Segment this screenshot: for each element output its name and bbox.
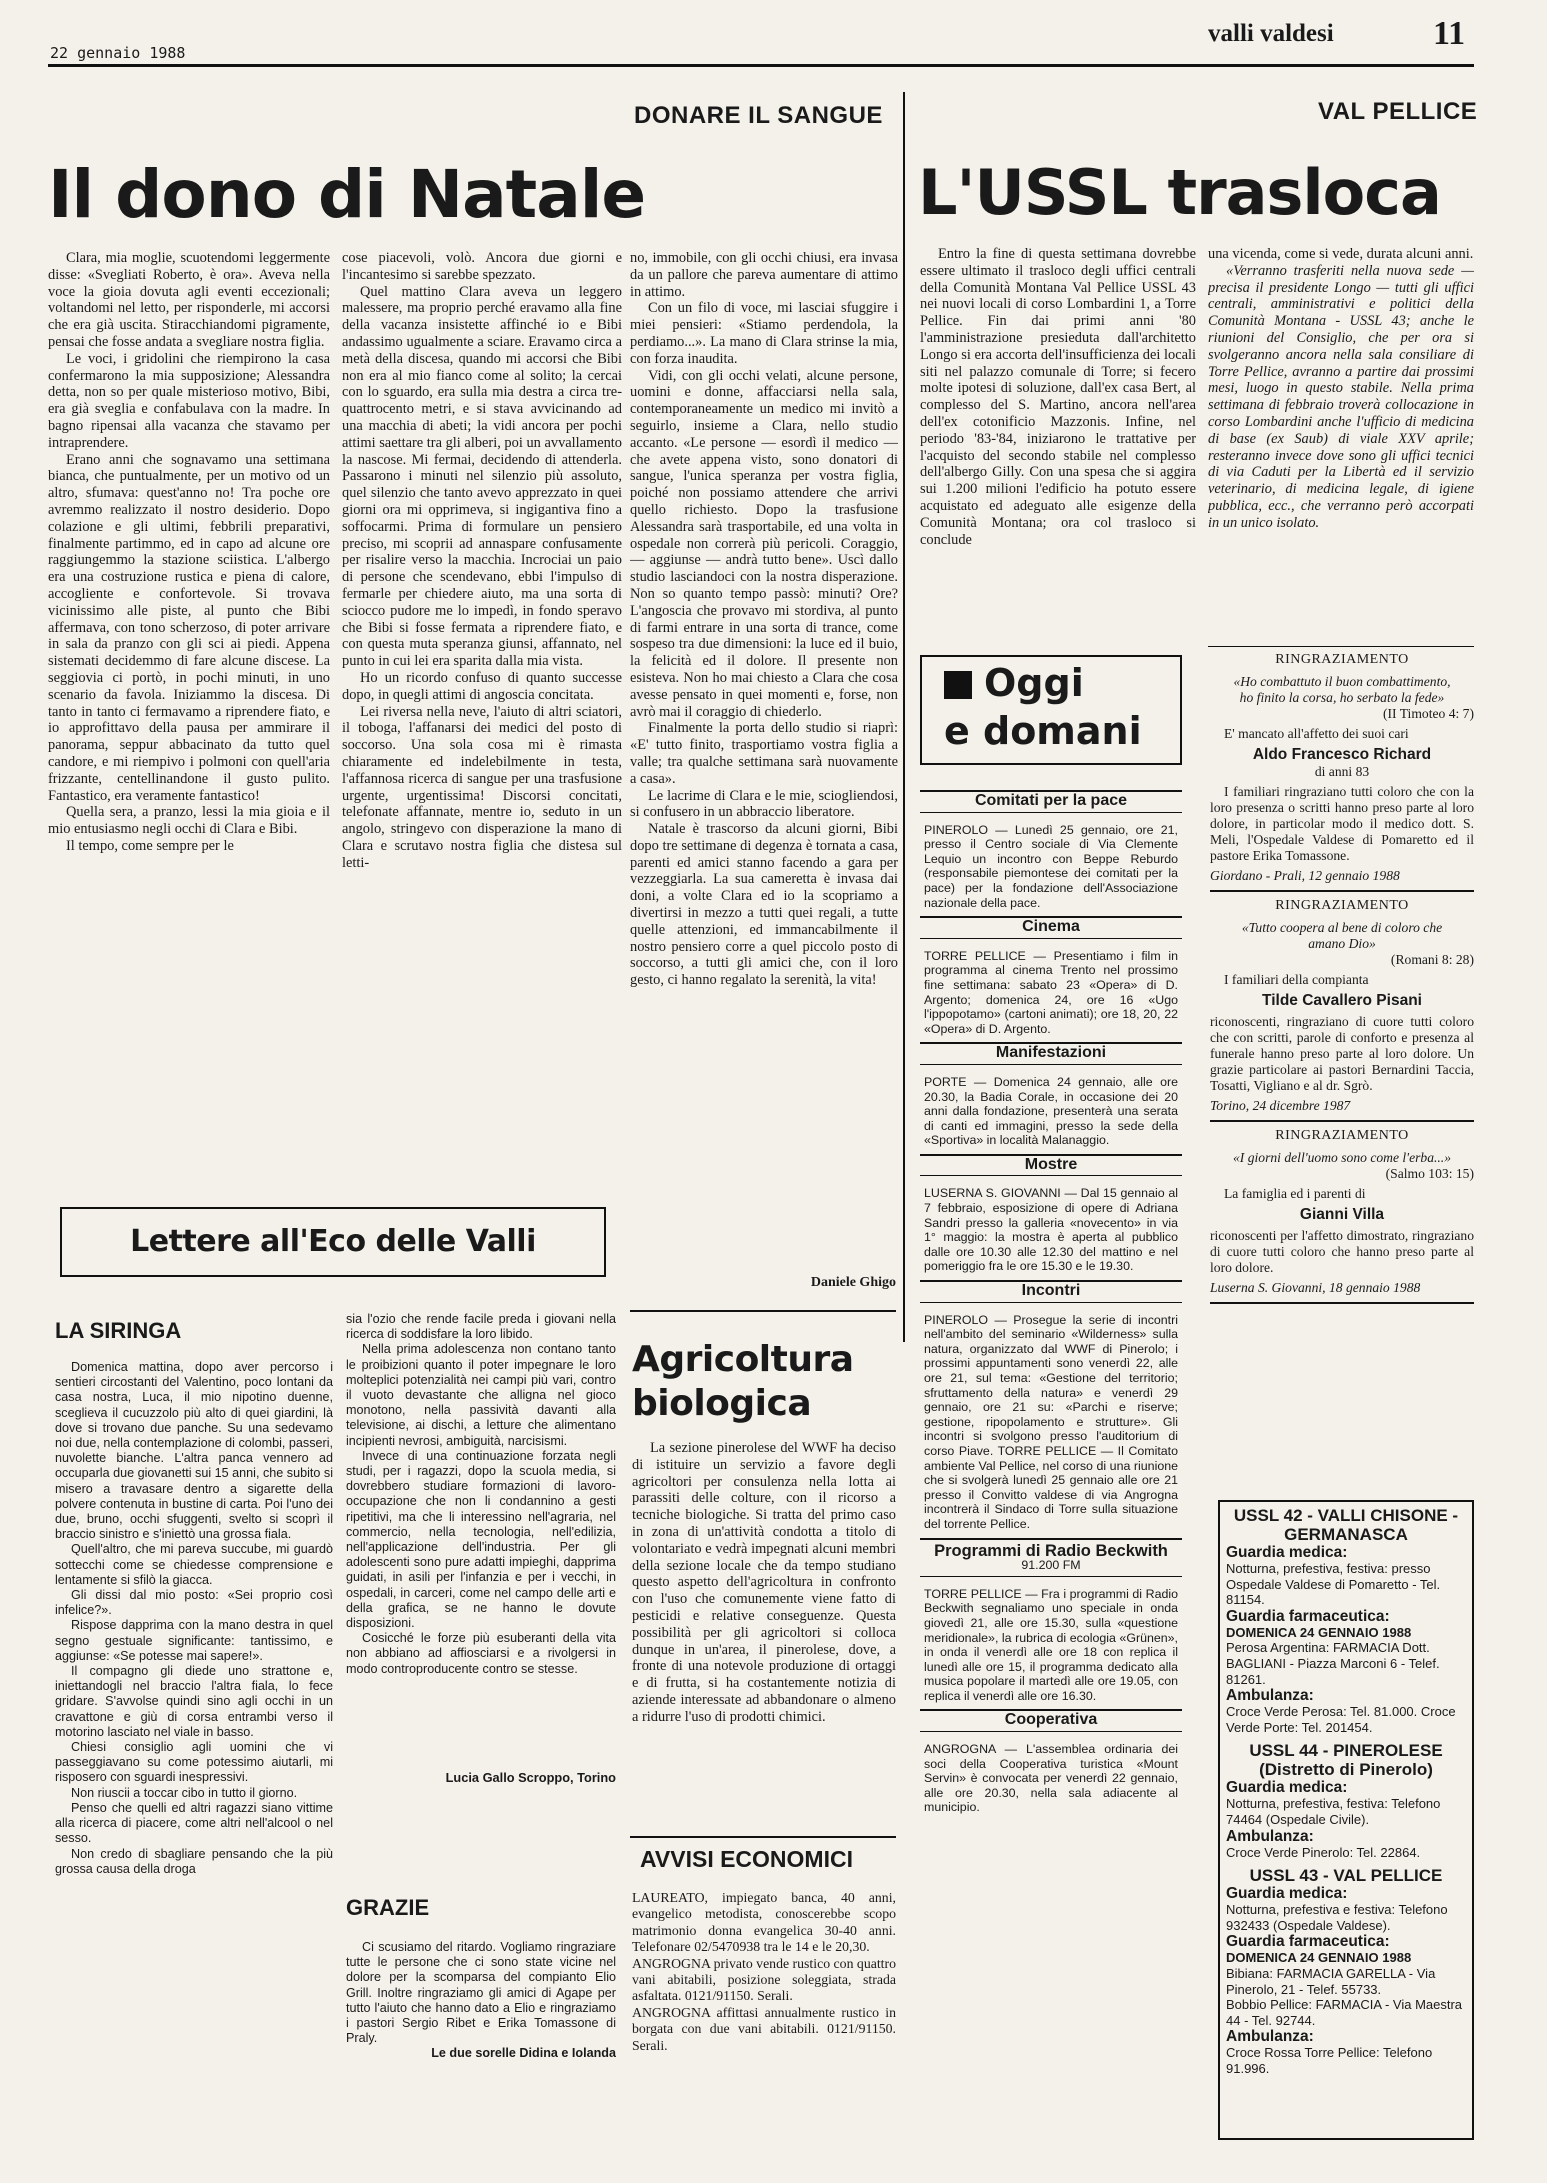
ussl44-title: USSL 44 - PINEROLESE (Distretto di Pinerolo) [1249, 1741, 1443, 1780]
entry-text: Bibiana: FARMACIA GARELLA - Via Pinerolo, 21 - Telef. 55733. [1226, 1965, 1436, 1997]
paragraph: Quel mattino Clara aveva un leggero malessere, ma proprio perché eravamo alla fine della vacanza insistette affinché io e Bibi andassimo ugualmente a sciare. Eravamo circa a metà della discesa, quando mi accorsi che Bibi non era al mio fianco come al solito; la cercai con lo sguardo, era sulla mia destra a circa tre-quattrocento metri, e si stava avvicinando ad una macchia di abeti; la vidi ancora per pochi attimi saettare tra gli alberi, poi un avvallamento la nascose. Mi fermai, decidendo di attenderla. Passarono i minuti nel silenzio più assoluto, quel silenzio che tanto avevo apprezzato in quei giorni ora mi opprimeva, si ingigantiva fino a soffocarmi. Prima di formulare un pensiero preciso, mi scoprii ad annaspare confusamente per risalire verso la macchia. Incrociai un paio di persone che scendevano, ebbi l'impulso di fermarle per chiedere aiuto, ma una sorta di sciocco pudore me lo impedì, in fondo speravo che Bibi si fosse fermata a riprendere fiato, e con questa muta speranza giunsi, affannato, nel punto in cui lei era sparita dalla mia vista. [342, 283, 622, 670]
obituary-ref: (Salmo 103: 15) [1385, 1166, 1474, 1181]
paragraph: no, immobile, con gli occhi chiusi, era invasa da un pallore che pareva aumentare di attimo in attimo. [630, 250, 898, 300]
entry-heading: Guardia medica: [1226, 1885, 1348, 1903]
obituary-text [1210, 780, 1474, 864]
classified-ad: LAUREATO, impiegato banca, 40 anni, evangelico metodista, conoscerebbe scopo matrimonio donna evangelica 30-40 anni. Telefonare 02/5470938 tra le 14 e le 20,30. [632, 1890, 896, 1955]
masthead: valli valdesi [1208, 20, 1334, 47]
divider [630, 1836, 896, 1838]
paragraph: cose piacevoli, volò. Ancora due giorni e l'incantesimo si sarebbe spezzato. [342, 250, 622, 283]
ussl43-entry [1226, 2028, 1466, 2076]
paragraph: Chiesi consiglio agli uomini che vi passeggiavano su come potessimo aiutarli, mi risposero con sguardi inespressivi. [55, 1740, 333, 1785]
paragraph: Domenica mattina, dopo aver percorso i sentieri circostanti del Valentino, poco lontani da casa nostra, Luca, il mio nipotino duenne, sceglieva il cucuzzolo più alto di quei giardini, là dove si trovano due panche. Su una sedevamo noi due, nella contemplazione di colombi, passeri, nuvolette bianche. L'altra panca vennero ad occuparla due giovanetti sui 15 anni, che subito si misero a travasare dentro a sigarette della polvere contenuta in bustine di carta. Poi l'uno dei due, bruno, occhi sfuggenti, svelto si scoprì il braccio sinistro e s'iniettò una grossa fiala. [55, 1360, 333, 1542]
divider [1208, 646, 1474, 647]
siringa-col2 [346, 1312, 616, 1762]
paragraph: Finalmente la porta dello studio si riaprì: «E' tutto finito, trasportiamo vostra figlia a valle; tra qualche settimana sarà nuovamente a casa». [630, 720, 898, 787]
divider [630, 1310, 896, 1312]
ussl43-title: USSL 43 - VAL PELLICE [1249, 1866, 1443, 1886]
obituary-name: Gianni Villa [1299, 1206, 1385, 1223]
obituary-place: Luserna S. Giovanni, 18 gennaio 1988 [1210, 1280, 1421, 1295]
obituary-ref: (Romani 8: 28) [1390, 952, 1474, 967]
classified-ad: ANGROGNA privato vende rustico con quattro vani abitabili, posizione soleggiata, strada asfaltata. 0121/91150. Serali. [632, 1955, 896, 2004]
event-text: TORRE PELLICE — Presentiamo i film in programma al cinema Trento nel prossimo fine settimana: sabato 23 «Opera» di D. Argento; domenica 24, ore 16 «Ugo l'ippopotamo» (cartoni animati); ore 18, 20, 22 «Opera» di D. Argento. [924, 948, 1178, 1036]
ussl42-title: USSL 42 - VALLI CHISONE - GERMANASCA [1233, 1506, 1459, 1544]
obituary-intro: La famiglia ed i parenti di [1224, 1186, 1366, 1201]
obituary-age: di anni 83 [1314, 764, 1370, 779]
letters-banner [60, 1207, 606, 1277]
obituary-notice [1210, 892, 1474, 1122]
entry-heading: Ambulanza: [1226, 2028, 1314, 2046]
obituary-intro: E' mancato all'affetto dei suoi cari [1224, 726, 1409, 741]
obituary-notice [1210, 652, 1474, 892]
event-section-title: Cinema [920, 920, 1182, 939]
obituary-quote: «Tutto coopera al bene di coloro che amano Dio» [1241, 920, 1443, 951]
entry-text: Croce Verde Pinerolo: Tel. 22864. [1226, 1844, 1421, 1860]
event-section [920, 1154, 1182, 1280]
ussl43-entry [1226, 1966, 1466, 1997]
siringa-title: LA SIRINGA [55, 1318, 182, 1343]
paragraph: Natale è trascorso da alcuni giorni, Bibi dopo tre settimane di degenza è tornata a casa, parenti ed amici stanno facendo a gara per vezzeggiarla. La sua cameretta è invasa dai doni, a volte Clara ed io la scopriamo a divertirsi in mezzo a tutti quei regali, a tutte quelle attenzioni, ed immancabilmente il nostro pensiero corre a quel piccolo posto di soccorso, a tutti gli amici che, con il loro gesto, ci hanno regalato la serenità, la vita! [630, 821, 898, 989]
entry-text: Croce Verde Perosa: Tel. 81.000. Croce Verde Porte: Tel. 201454. [1226, 1704, 1456, 1735]
entry-text: Perosa Argentina: FARMACIA Dott. BAGLIANI - Piazza Marconi 6 - Telef. 81261. [1226, 1640, 1440, 1687]
obituary-title: RINGRAZIAMENTO [1275, 1128, 1409, 1143]
paragraph: riconoscenti per l'affetto dimostrato, ringraziano di cuore tutti coloro che hanno preso parte al loro dolore. [1210, 1228, 1474, 1275]
paragraph: Penso che quelli ed altri ragazzi siano vittime alla ricerca di piacere, come altri nell'alcool o nel sesso. [55, 1800, 333, 1846]
event-section [920, 1042, 1182, 1154]
ussl43-entry [1226, 1885, 1466, 1933]
oggi-title-line1: Oggi [984, 661, 1084, 705]
paragraph: riconoscenti, ringraziano di cuore tutti coloro che con scritti, parole di conforto e presenza al funerale hanno preso parte al loro dolore. Un grazie particolare ai pastori Bernardini Taccia, Tosatti, Vigliano e al dr. Sgrò. [1210, 1014, 1474, 1093]
event-text: PORTE — Domenica 24 gennaio, alle ore 20.30, la Badia Corale, in occasione dei 20 anni dalla fondazione, presenterà una serata di canti ed immagini, presso la sede della «Sportiva» in località Malanaggio. [924, 1074, 1178, 1148]
entry-text: Croce Rossa Torre Pellice: Telefono 91.996. [1226, 2045, 1433, 2076]
agricoltura-text [632, 1440, 896, 1840]
oggi-title-line2: e domani [944, 709, 1142, 753]
obituary-intro: I familiari della compianta [1224, 972, 1369, 987]
paragraph: Il tempo, come sempre per le [66, 837, 234, 854]
entry-heading: Guardia medica: [1226, 1779, 1348, 1797]
obituary-title: RINGRAZIAMENTO [1275, 898, 1409, 913]
entry-text: DOMENICA 24 GENNAIO 1988 [1226, 1950, 1412, 1966]
grazie-text [346, 1940, 616, 2160]
event-section [920, 1538, 1182, 1710]
issue-date: 22 gennaio 1988 [50, 44, 186, 62]
entry-text: Notturna, prefestiva, festiva: Telefono 74464 (Ospedale Civile). [1226, 1796, 1441, 1827]
paragraph: Ci scusiamo del ritardo. Vogliamo ringraziare tutte le persone che ci sono state vicine nel dolore per la scomparsa del compianto Elio Grill. Inoltre ringraziamo gli amici di Agape per tutto l'aiuto che hanno dato a Elio e ringraziamo i pastori Sergio Ribet e Erika Tomassone di Praly. [346, 1940, 616, 2046]
paragraph: I familiari ringraziano tutti coloro che con la loro presenza o scritti hanno preso parte al loro dolore, in particolar modo il medico dott. S. Meli, l'Ospedale Valdese di Pomaretto ed il pastore Erika Tomassone. [1210, 784, 1474, 863]
event-section-title: Cooperativa [920, 1713, 1182, 1732]
siringa-col1 [55, 1360, 333, 2160]
obituary-place: Giordano - Prali, 12 gennaio 1988 [1210, 868, 1400, 883]
article-dono-col2 [342, 250, 622, 1170]
event-section-title: Comitati per la pace [920, 794, 1182, 813]
paragraph: sia l'ozio che rende facile preda i giovani nella ricerca di soddisfare la loro libido. [346, 1312, 616, 1342]
event-text: PINEROLO — Lunedì 25 gennaio, ore 21, presso il Centro sociale di Via Clemente Lequio un incontro con Beppe Reburdo (responsabile piemontese dei comitati per la pace) per la fondazione dell'Associazione nazionale della pace. [924, 822, 1178, 910]
paragraph: Entro la fine di questa settimana dovrebbe essere ultimato il trasloco degli uffici centrali della Comunità Montana Val Pellice USSL 43 nei nuovi locali di corso Lombardini 1, a Torre Pellice. Fin dai primi anni '80 l'amministrazione presieduta dall'architetto Longo si era accorta dell'insufficienza dei locali siti nel palazzo comunale di Torre; si fecero molte ipotesi di soluzione, dall'ex casa Bert, al complesso del S. Martino, ancora nell'area dell'ex cotonificio Mazzonis. Infine, nel periodo '83-'84, iniziarono le trattative per l'acquisto del secondo stabile nel complesso dell'albergo Gilly. Con una spesa che si aggira sui 1.200 milioni l'edificio ha potuto essere acquistato ed adeguato alle esigenze della Comunità Montana; ora col trasloco si conclude [920, 246, 1196, 548]
avvisi-title: AVVISI ECONOMICI [640, 1846, 853, 1872]
entry-text: Bobbio Pellice: FARMACIA - Via Maestra 44 - Tel. 92744. [1226, 1997, 1463, 2028]
ussl42-entry [1226, 1544, 1466, 1608]
paragraph: Clara, mia moglie, scuotendomi leggermente disse: «Svegliati Roberto, è ora». Aveva nella voce la gioia dovuta agli eventi eccezionali; voltandomi nel letto, per risponderle, mi accorsi che era già uscita. Stiracchiandomi pigramente, pensai che fosse andata a svegliare nostra figlia. [48, 250, 330, 350]
agricoltura-title [632, 1338, 854, 1426]
ussl42-entry [1226, 1687, 1466, 1735]
signature-ghigo: Daniele Ghigo [810, 1275, 896, 1290]
title-line: biologica [632, 1383, 812, 1424]
oggi-domani-banner [920, 655, 1182, 765]
paragraph: Nella prima adolescenza non contano tanto le proibizioni quanto il poter impegnare le loro molteplici potenzialità nei campi più vari, contro il vuoto devastante che alligna nel gioco monotono, nella passività davanti alla televisione, ai dischi, a letture che alimentano incipienti nevrosi, ambiguità, narcisismi. [346, 1342, 616, 1448]
classified-ad: ANGROGNA affittasi annualmente rustico in borgata con due vani abitabili. 0121/91150. Serali. [632, 2004, 896, 2053]
obituary-quote: «Ho combattuto il buon combattimento, ho finito la corsa, ho serbato la fede» [1233, 674, 1451, 705]
paragraph: Quell'altro, che mi pareva succube, mi guardò sottecchi come se chiedesse comprensione e lentamente si sfilò la giacca. [55, 1542, 333, 1587]
obituary-ref: (II Timoteo 4: 7) [1382, 706, 1474, 721]
paragraph: Le due sorelle Didina e Iolanda [431, 2046, 616, 2061]
paragraph: Erano anni che sognavamo una settimana bianca, che puntualmente, per un motivo od un altro, sfumava: quest'anno no! Tra poche ore avremmo realizzato il nostro desiderio. Dopo colazione e gli ultimi, febbrili preparativi, finalmente partimmo, ed in capo ad alcune ore raggiungemmo la stazione sciistica. L'albergo era una costruzione rustica e piena di calore, accogliente e confortevole. Si trovava vicinissimo alle piste, al punto che Bibi affermava, con tono scherzoso, di poter arrivare in sala da pranzo con gli sci ai piedi. Appena sistemati decidemmo di fare alcune discese. La seggiovia ci portò, in pochi minuti, in uno scenario da favola. Iniziammo la discesa. Di tanto in tanto ci fermavamo a riprendere fiato, e io approfittavo della pausa per ammirare il panorama, seppur abbacinato da tutto quel candore, e mi riempivo i polmoni con quell'aria frizzante, centellinandone il gusto pulito. Fantastico, era veramente fantastico! [48, 451, 330, 804]
article-dono-col3 [630, 250, 898, 1270]
entry-text: Notturna, prefestiva, festiva: presso Ospedale Valdese di Pomaretto - Tel. 81154. [1226, 1561, 1441, 1608]
article-dono-col1 [48, 250, 330, 1170]
kicker-donare: DONARE IL SANGUE [634, 102, 883, 129]
event-subtitle: 91.200 FM [920, 1558, 1182, 1577]
kicker-val-pellice: VAL PELLICE [1318, 98, 1478, 125]
letters-banner-title: Lettere all'Eco delle Valli [130, 1224, 536, 1259]
paragraph: Con un filo di voce, mi lasciai sfuggire i miei pensieri: «Stiamo perdendola, la perdiamo...». La mano di Clara strinse la mia, con forza inaudita. [630, 300, 898, 367]
ussl-article-col2 [1208, 246, 1474, 646]
event-text: TORRE PELLICE — Fra i programmi di Radio Beckwith segnaliamo uno speciale in onda giovedì 21, alle ore 15.30, sulla «questione meridionale», la rubrica di ecologia «Grünen», in onda il venerdì alle ore 18 con replica il lunedì alle ore 15, il programma dedicato alla musica popolare il martedì alle ore 19.05, con replica il venerdì alle ore 16.30. [924, 1586, 1178, 1703]
section-divider [903, 92, 905, 1342]
entry-text: DOMENICA 24 GENNAIO 1988 [1226, 1624, 1412, 1640]
page-number: 11 [1433, 15, 1466, 52]
headline-ussl-trasloca: L'USSL trasloca [918, 156, 1441, 229]
entry-heading: Ambulanza: [1226, 1687, 1314, 1705]
paragraph: «Verranno trasferiti nella nuova sede — precisa il presidente Longo — tutti gli uffici centrali, amministrativi e politici della Comunità Montana - USSL 43; anche le riunioni del Consiglio, che per ora si svolgeranno ancora nella sala consiliare di Torre Pellice, avranno a partire dai prossimi mesi, luogo in questo stabile. Nella prima settimana di febbraio troverà collocazione in corso Lombardini anche l'ufficio di medicina di base (ex Saub) di viale XXV aprile; resteranno invece dove sono gli uffici tecnici di via Caduti per la Libertà ed il servizio veterinario, di medicina legale, di igiene pubblica, ecc., che verranno però accorpati in un unico isolato. [1208, 262, 1474, 531]
obituary-quote: «I giorni dell'uomo sono come l'erba...» [1232, 1150, 1451, 1165]
paragraph: La sezione pinerolese del WWF ha deciso di istituire un servizio a favore degli agricoltori per consulenza nella lotta ai parassiti delle colture, con il ricorso a tecniche biologiche. Si tratta del primo caso in zona di un'attività condotta a titolo di volontariato e vedrà impegnati alcuni membri della sezione locale che da tempo studiano questo aspetto dell'agricoltura in confronto con l'uso che comunemente viene fatto di pesticidi e relative conseguenze. Questa possibilità per gli agricoltori si colloca dunque in un'area, il pinerolese, dove, a fronte di una notevole produzione di ortaggi e di frutta, si ha costantemente notizia di aziende interessate ad abbandonare o almeno a ridurre l'uso di prodotti chimici. [632, 1440, 896, 1725]
paragraph: Cosicché le forze più esuberanti della vita non abbiano ad affiosciarsi e a rivolgersi in modo controproducente contro se stesse. [346, 1631, 616, 1676]
event-text: ANGROGNA — L'assemblea ordinaria dei soci della Cooperativa turistica «Mount Servin» è convocata per venerdì 22 gennaio, alle ore 20.30, nella sala adiacente al municipio. [924, 1742, 1178, 1815]
entry-text: Notturna, prefestiva e festiva: Telefono 932433 (Ospedale Valdese). [1226, 1902, 1448, 1933]
obituaries-column [1210, 652, 1474, 1295]
paragraph: Invece di una continuazione forzata negli studi, per i ragazzi, dopo la scuola media, si dovrebbero studiare formazioni di lavoro-occupazione che non li condannino a gesti ripetitivi, ma che li interessino nell'agraria, nel commercio, nella tecnologia, nell'edilizia, nell'applicazione dell'industria. Per gli adolescenti sono pure adatti impieghi, dapprima guidati, in asili per l'infanzia e per i vecchi, in ospedali, in carceri, come nel campo delle arti e della grafica, se ne hanno le dovute disposizioni. [346, 1448, 616, 1631]
event-section-title: Manifestazioni [920, 1046, 1182, 1065]
ussl42-entry [1226, 1608, 1466, 1641]
paragraph: Vidi, con gli occhi velati, alcune persone, uomini e donne, affacciarsi nella sala, contemporaneamente un medico mi invitò a seguirlo, insieme a Clara, nello studio accanto. «Le persone — esordì il medico — che avete appena visto, sono donatori di sangue, l'unica speranza per vostra figlia, poiché non possiamo attendere che arrivi quello richiesto. Dopo la trasfusione Alessandra sarà trasportabile, ed una volta in ospedale non correrà più pericoli. Coraggio, — aggiunse — andrà tutto bene». Uscì dallo studio lasciandoci con la nostra disperazione. Non so quanto tempo passò: minuti? Ore? L'angoscia che provavo mi stordiva, al punto di farmi entrare in una sorta di trance, come sospeso tra due dimensioni: la luce ed il buio, la felicità ed il dolore. Il presente non esisteva. Non ho mai chiesto a Clara che cosa avesse pensato in quei momenti e, forse, non avrò mai il coraggio di chiederlo. [630, 367, 898, 720]
paragraph: Quella sera, a pranzo, lessi la mia gioia e il mio entusiasmo negli occhi di Clara e Bibi. [48, 804, 330, 838]
obituary-title: RINGRAZIAMENTO [1275, 652, 1409, 667]
paragraph: Non riuscii a toccar cibo in tutto il giorno. [71, 1785, 298, 1800]
obituary-name: Tilde Cavallero Pisani [1262, 992, 1422, 1009]
paragraph: Ho un ricordo confuso di quanto successe dopo, in quegli attimi di angoscia concitata. [342, 669, 622, 703]
ussl44-entry [1226, 1779, 1466, 1827]
ussl-services-box [1218, 1500, 1474, 2140]
avvisi-list [632, 1890, 896, 2160]
obituary-text [1210, 1010, 1474, 1094]
obituary-notice [1210, 1122, 1474, 1304]
entry-heading: Ambulanza: [1226, 1827, 1314, 1845]
title-line: Agricoltura [632, 1339, 854, 1380]
paragraph: una vicenda, come si vede, durata alcuni anni. [1208, 246, 1474, 262]
event-section [920, 790, 1182, 916]
obituary-name: Aldo Francesco Richard [1252, 746, 1432, 763]
paragraph: Le voci, i gridolini che riempirono la casa confermarono la mia supposizione; Alessandra detta, non so per quale misterioso motivo, Bibi, era già sveglia e confabulava con la madre. In bagno ripensai alla vacanza che stavamo per intraprendere. [48, 350, 330, 451]
entry-heading: Guardia farmaceutica: [1226, 1607, 1390, 1625]
paragraph: Rispose dapprima con la mano destra in quel segno gestuale significante: tantissimo, e aggiunse: «Se potesse mai sapere!». [55, 1618, 333, 1663]
paragraph: Le lacrime di Clara e le mie, sciogliendosi, si confusero in un abbraccio liberatore. [630, 787, 898, 821]
event-section-title: Mostre [920, 1158, 1182, 1177]
ussl44-entry [1226, 1828, 1466, 1861]
ussl43-entry [1226, 1933, 1466, 1966]
events-column [920, 790, 1182, 2170]
event-text: PINEROLO — Prosegue la serie di incontri nell'ambito del seminario «Wilderness» sulla natura, organizzato dal WWF di Pinerolo; i prossimi appuntamenti sono venerdì 22, alle ore 21, sul tema: «Gestione del territorio; sfruttamento della natura» e venerdì 29 gennaio, ore 21 su: «Parchi e riserve; gestione, ripopolamento e strutture». Gli incontri si svolgono presso l'auditorium di corso Piave. TORRE PELLICE — Il Comitato ambiente Val Pellice, nel corso di una riunione che si svolgerà lunedì 25 gennaio alle ore 21 presso il Convitto valdese di via Angrogna incontrerà il Sindaco di Torre sulla situazione del torrente Pellice. [924, 1312, 1178, 1531]
paragraph: Lei riversa nella neve, l'aiuto di altri sciatori, il toboga, l'affanarsi dei medici del posto di soccorso. Una sola cosa mi è rimasta chiaramente ed indelebilmente in testa, l'affannosa ricerca di sangue per una trasfusione urgente, urgentissima! Discorsi concitati, telefonate affannate, mentre io, seduto in un angolo, stringevo con disperazione la mano di Clara e scrutavo nostra figlia che distesa sul letti- [342, 703, 622, 871]
grazie-title: GRAZIE [346, 1895, 430, 1920]
event-section [920, 1709, 1182, 1821]
ussl43-entry [1226, 1997, 1466, 2028]
headline-dono-natale: Il dono di Natale [48, 156, 646, 233]
event-text: LUSERNA S. GIOVANNI — Dal 15 gennaio al 7 febbraio, esposizione di opere di Adriana Sandri presso la galleria «novecento» in via 1° maggio: la mostra è aperta al pubblico dalle ore 10.30 alle 12.30 del mattino e nel pomeriggio fra le ore 15.30 e le 19.30. [924, 1186, 1178, 1274]
square-bullet-icon [944, 671, 972, 699]
paragraph: Gli dissi dal mio posto: «Sei proprio così infelice?». [55, 1588, 333, 1618]
event-section [920, 916, 1182, 1042]
event-section-title: Programmi di Radio Beckwith [934, 1541, 1168, 1560]
entry-heading: Guardia medica: [1226, 1544, 1348, 1561]
event-section [920, 1280, 1182, 1538]
paragraph: Non credo di sbagliare pensando che la più grossa causa della droga [55, 1846, 333, 1876]
ussl-article-col1 [920, 246, 1196, 641]
obituary-text [1210, 1224, 1474, 1276]
paragraph: Il compagno gli diede uno strattone e, iniettandogli nel braccio l'altra fiala, lo fece gridare. S'avvolse quindi sino agli occhi in un cravattone e giù di corsa entrambi verso il motorino lasciato nel viale in basso. [55, 1664, 333, 1739]
header-rule [48, 64, 1474, 67]
ussl42-entry [1226, 1640, 1466, 1687]
entry-heading: Guardia farmaceutica: [1226, 1933, 1390, 1951]
obituary-place: Torino, 24 dicembre 1987 [1210, 1098, 1351, 1113]
event-section-title: Incontri [920, 1284, 1182, 1303]
siringa-signature: Lucia Gallo Scroppo, Torino [445, 1770, 616, 1785]
